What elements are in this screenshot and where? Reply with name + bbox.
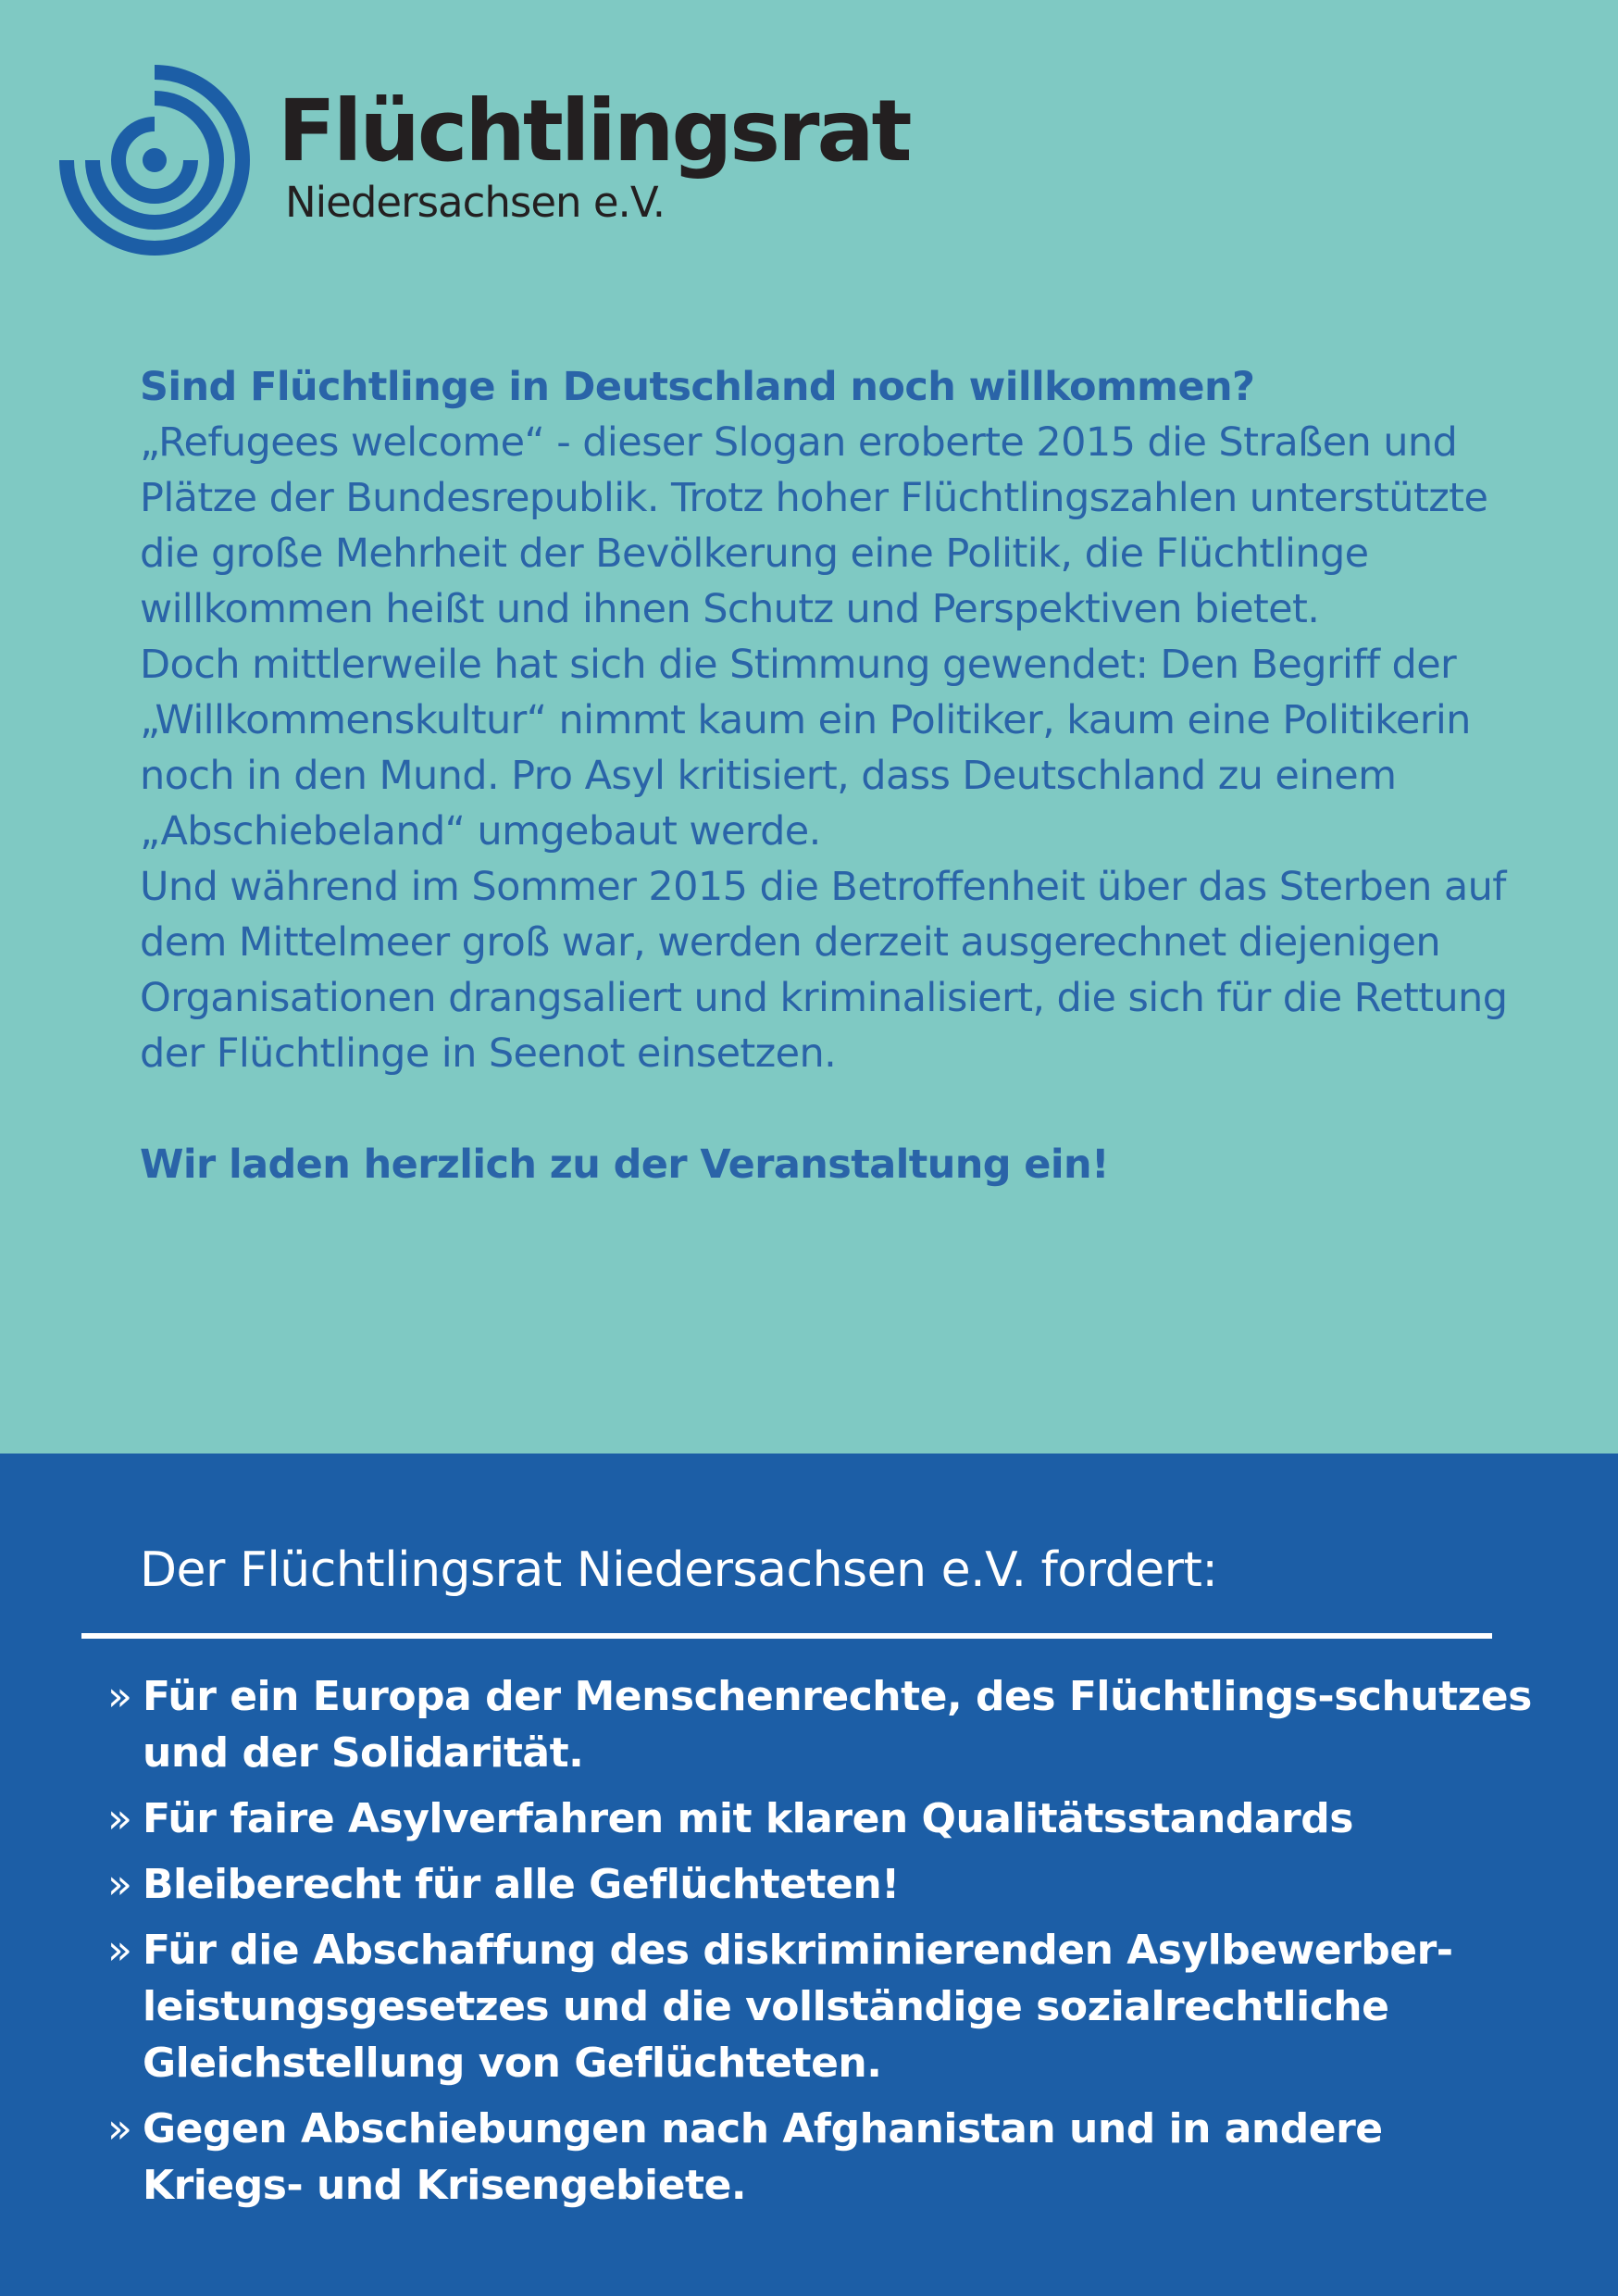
bullet-icon: »: [107, 1861, 132, 1908]
logo-subline: Niedersachsen e.V.: [285, 178, 666, 227]
spiral-logo-icon: [57, 63, 252, 257]
logo-name: Flüchtlingsrat: [278, 81, 910, 181]
demand-text: Für faire Asylverfahren mit klaren Qualitätsstandards: [143, 1795, 1353, 1842]
intro-headline: Sind Flüchtlinge in Deutschland noch willkommen?: [140, 364, 1255, 410]
bullet-icon: »: [107, 2105, 132, 2152]
demand-text: Bleiberecht für alle Geflüchteten!: [143, 1861, 900, 1908]
demand-item: [107, 1791, 1551, 1847]
divider: [81, 1633, 1492, 1639]
demand-item: [107, 1922, 1551, 2091]
demand-text: Gegen Abschiebungen nach Afghanistan und in andere Kriegs- und Krisengebiete.: [143, 2105, 1383, 2209]
demand-item: [107, 1856, 1551, 1913]
bullet-icon: »: [107, 1795, 132, 1842]
demand-item: [107, 2101, 1551, 2214]
bullet-icon: »: [107, 1673, 132, 1720]
demand-text: Für die Abschaffung des diskriminierenden Asylbewerber-leistungsgesetzes und die vollständige sozialrechtliche Gleichstellung von Geflüchteten.: [143, 1927, 1453, 2087]
intro-text: [140, 359, 1528, 1192]
intro-paragraph: Doch mittlerweile hat sich die Stimmung gewendet: Den Begriff der „Willkommenskultur“ nimmt kaum ein Politiker, kaum eine Politikerin noch in den Mund. Pro Asyl kritisiert, dass Deutschland zu einem „Abschiebeland“ umgebaut werde.: [140, 642, 1471, 855]
organization-logo: [57, 63, 909, 257]
demands-section: [0, 1454, 1618, 2296]
intro-paragraph: „Refugees welcome“ - dieser Slogan eroberte 2015 die Straßen und Plätze der Bundesrepublik. Trotz hoher Flüchtlingszahlen unterstützte die große Mehrheit der Bevölkerung eine Politik, die Flüchtlinge willkommen heißt und ihnen Schutz und Perspektiven bietet.: [140, 419, 1488, 632]
demand-text: Für ein Europa der Menschenrechte, des Flüchtlings-schutzes und der Solidarität.: [143, 1673, 1532, 1777]
intro-paragraph: Und während im Sommer 2015 die Betroffenheit über das Sterben auf dem Mittelmeer groß war, werden derzeit ausgerechnet diejenigen Organisationen drangsaliert und kriminalisiert, die sich für die Rettung der Flüchtlinge in Seenot einsetzen.: [140, 864, 1508, 1077]
bullet-icon: »: [107, 1927, 132, 1974]
invitation-text: Wir laden herzlich zu der Veranstaltung ein!: [140, 1142, 1110, 1188]
demand-item: [107, 1668, 1551, 1781]
demands-title: Der Flüchtlingsrat Niedersachsen e.V. fordert:: [140, 1542, 1218, 1598]
demands-list: [107, 1668, 1551, 2223]
